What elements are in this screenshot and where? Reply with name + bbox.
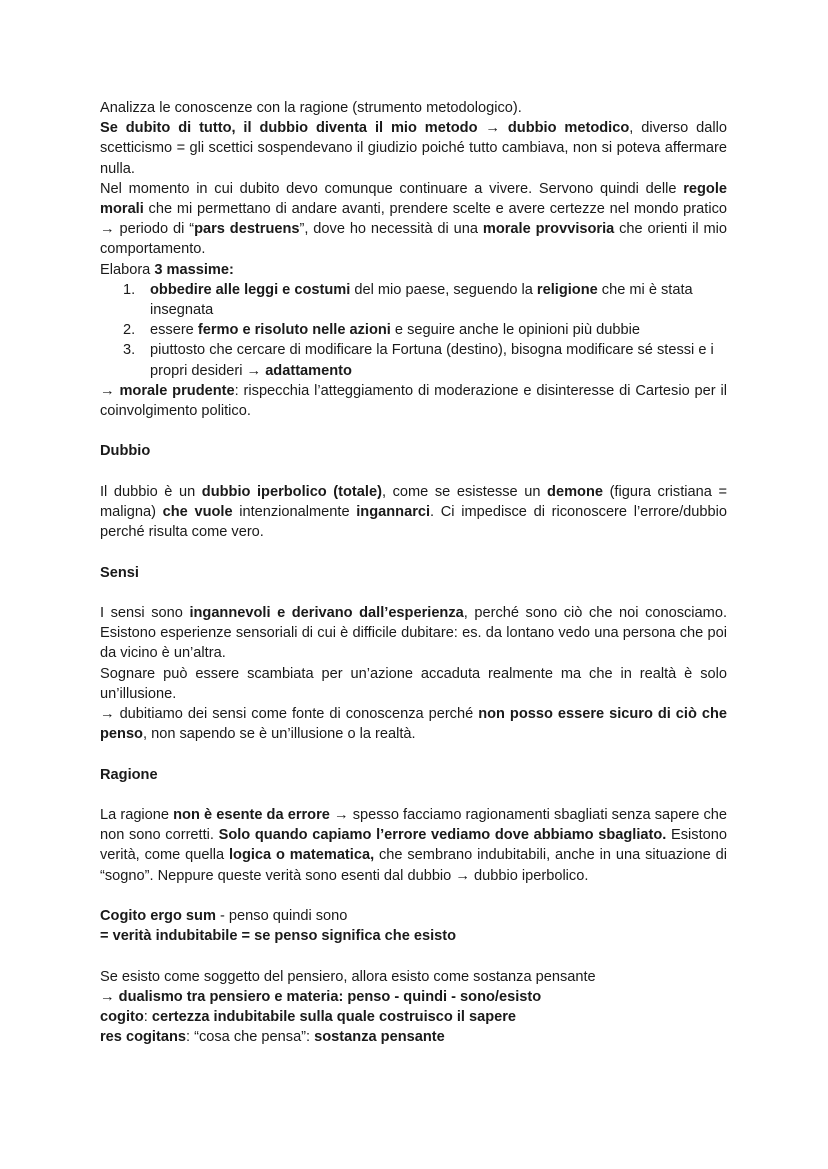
text-run: del mio paese, seguendo la	[350, 281, 537, 298]
bold-text: 3 massime:	[154, 261, 234, 278]
sensi-paragraph-1	[100, 603, 727, 664]
text-run: → spesso facciamo ragionamenti sbagliati senza sapere che non sono corretti.	[100, 807, 727, 844]
cogito-line	[100, 906, 727, 926]
document-page	[100, 98, 727, 1047]
bold-text: certezza indubitabile sulla quale costruisco il sapere	[151, 1009, 517, 1026]
verita-indubitabile-line: = verità indubitabile = se penso significa che esisto	[100, 928, 457, 945]
cogito-definition-line	[100, 1007, 727, 1027]
bold-text: ingannevoli e derivano dall’esperienza	[189, 605, 464, 622]
bold-text: ingannarci	[356, 504, 431, 521]
bold-text: demone	[547, 483, 603, 500]
text-run: , perché sono ciò che noi conosciamo. Esistono esperienze sensoriali di cui è difficile dubitare: es. da lontano vedo una persona che poi da vicino è un’altra.	[100, 605, 727, 662]
massime-list	[100, 280, 727, 381]
text-run: → dubitiamo dei sensi come fonte di conoscenza perché	[100, 706, 479, 723]
bold-text: morale provvisoria	[482, 221, 615, 238]
text-run: :	[143, 1009, 152, 1026]
bold-text: che vuole	[162, 504, 233, 521]
bold-text: obbedire alle leggi e costumi	[150, 281, 351, 298]
text-run: , non sapendo se è un’illusione o la realtà.	[142, 726, 416, 743]
sensi-paragraph-3	[100, 704, 727, 744]
bold-text: non è esente da errore	[173, 807, 330, 824]
massima-item: 3. piuttosto che cercare di modificare la Fortuna (destino), bisogna modificare sé stessi e i propri desideri → adattamento	[123, 342, 714, 379]
text-run: che mi permettano di andare avanti, prendere scelte e avere certezze nel mondo pratico → periodo di “	[100, 201, 727, 238]
text-run: : “cosa che pensa”:	[185, 1029, 315, 1046]
res-cogitans-line	[100, 1027, 727, 1047]
dualismo-line: → dualismo tra pensiero e materia: penso - quindi - sono/esisto	[100, 988, 542, 1005]
bold-text: pars destruens	[194, 221, 300, 238]
bold-text: Se dubito di tutto, il dubbio diventa il mio metodo → dubbio metodico	[100, 120, 630, 137]
bold-text: sostanza pensante	[314, 1029, 445, 1046]
text-run: I sensi sono	[100, 605, 190, 622]
text-run: intenzionalmente	[232, 504, 357, 521]
text-run: Nel momento in cui dubito devo comunque continuare a vivere. Servono quindi delle	[100, 180, 684, 197]
text-run: piuttosto che cercare di modificare la Fortuna (destino), bisogna modificare sé stessi e i propri desideri →	[150, 342, 714, 379]
bold-text: fermo e risoluto nelle azioni	[197, 322, 391, 339]
text-run: La ragione	[100, 807, 174, 824]
text-run: Esistono verità, come quella	[100, 827, 727, 864]
bold-text: dubbio iperbolico (totale)	[201, 483, 382, 500]
sostanza-line: Se esisto come soggetto del pensiero, allora esisto come sostanza pensante	[100, 968, 596, 985]
dubbio-paragraph	[100, 482, 727, 543]
bold-text: Solo quando capiamo l’errore vediamo dove abbiamo sbagliato.	[218, 827, 667, 844]
text-run: essere	[150, 322, 198, 339]
section-heading-ragione: Ragione	[100, 766, 158, 783]
morale-prudente-paragraph	[100, 381, 727, 421]
intro-line: Analizza le conoscenze con la ragione (strumento metodologico).	[100, 100, 522, 116]
text-run: che mi è stata insegnata	[150, 281, 693, 319]
text-run: che sembrano indubitabili, anche in una situazione di “sogno”. Neppure queste verità sono esenti dal dubbio → dubbio iperbolico.	[100, 847, 727, 884]
bold-text: non posso essere sicuro di ciò che penso	[100, 706, 727, 743]
sensi-paragraph-2: Sognare può essere scambiata per un’azione accaduta realmente ma che in realtà è solo un’illusione.	[100, 665, 727, 702]
section-heading-dubbio: Dubbio	[100, 443, 151, 460]
ragione-paragraph	[100, 805, 727, 886]
bold-text: logica o matematica,	[228, 847, 375, 864]
bold-text: → morale prudente	[100, 382, 235, 399]
text-run: , come se esistesse un	[381, 483, 548, 500]
massima-item: 2. essere fermo e risoluto nelle azioni e seguire anche le opinioni più dubbie	[123, 322, 640, 339]
text-run: , diverso dallo scetticismo = gli scettici sospendevano il giudizio poiché tutto cambiava, non si poteva affermare nulla.	[100, 120, 727, 177]
text-run: (figura cristiana = maligna)	[100, 483, 727, 521]
text-run: che orienti il mio comportamento.	[100, 221, 727, 258]
bold-text: regole morali	[100, 180, 727, 218]
massime-intro	[100, 260, 727, 280]
massima-item: 1. obbedire alle leggi e costumi del mio paese, seguendo la religione che mi è stata insegnata	[123, 281, 693, 319]
bold-text: religione	[536, 281, 598, 298]
intro-metodo-paragraph	[100, 118, 727, 179]
text-run: . Ci impedisce di riconoscere l’errore/dubbio perché risulta come vero.	[100, 504, 727, 541]
bold-text: res cogitans	[100, 1029, 186, 1046]
text-run: ”, dove ho necessità di una	[299, 221, 483, 238]
bold-text: Cogito ergo sum	[100, 908, 216, 925]
text-run: - penso quindi sono	[215, 908, 348, 925]
text-run: : rispecchia l’atteggiamento di moderazione e disinteresse di Cartesio per il coinvolgimento politico.	[100, 382, 727, 420]
text-run: Elabora	[100, 261, 155, 278]
section-heading-sensi: Sensi	[100, 564, 139, 581]
bold-text: cogito	[100, 1009, 144, 1026]
bold-text: adattamento	[265, 362, 352, 379]
intro-regole-paragraph	[100, 179, 727, 260]
text-run: e seguire anche le opinioni più dubbie	[390, 322, 640, 339]
text-run: Il dubbio è un	[100, 483, 202, 500]
